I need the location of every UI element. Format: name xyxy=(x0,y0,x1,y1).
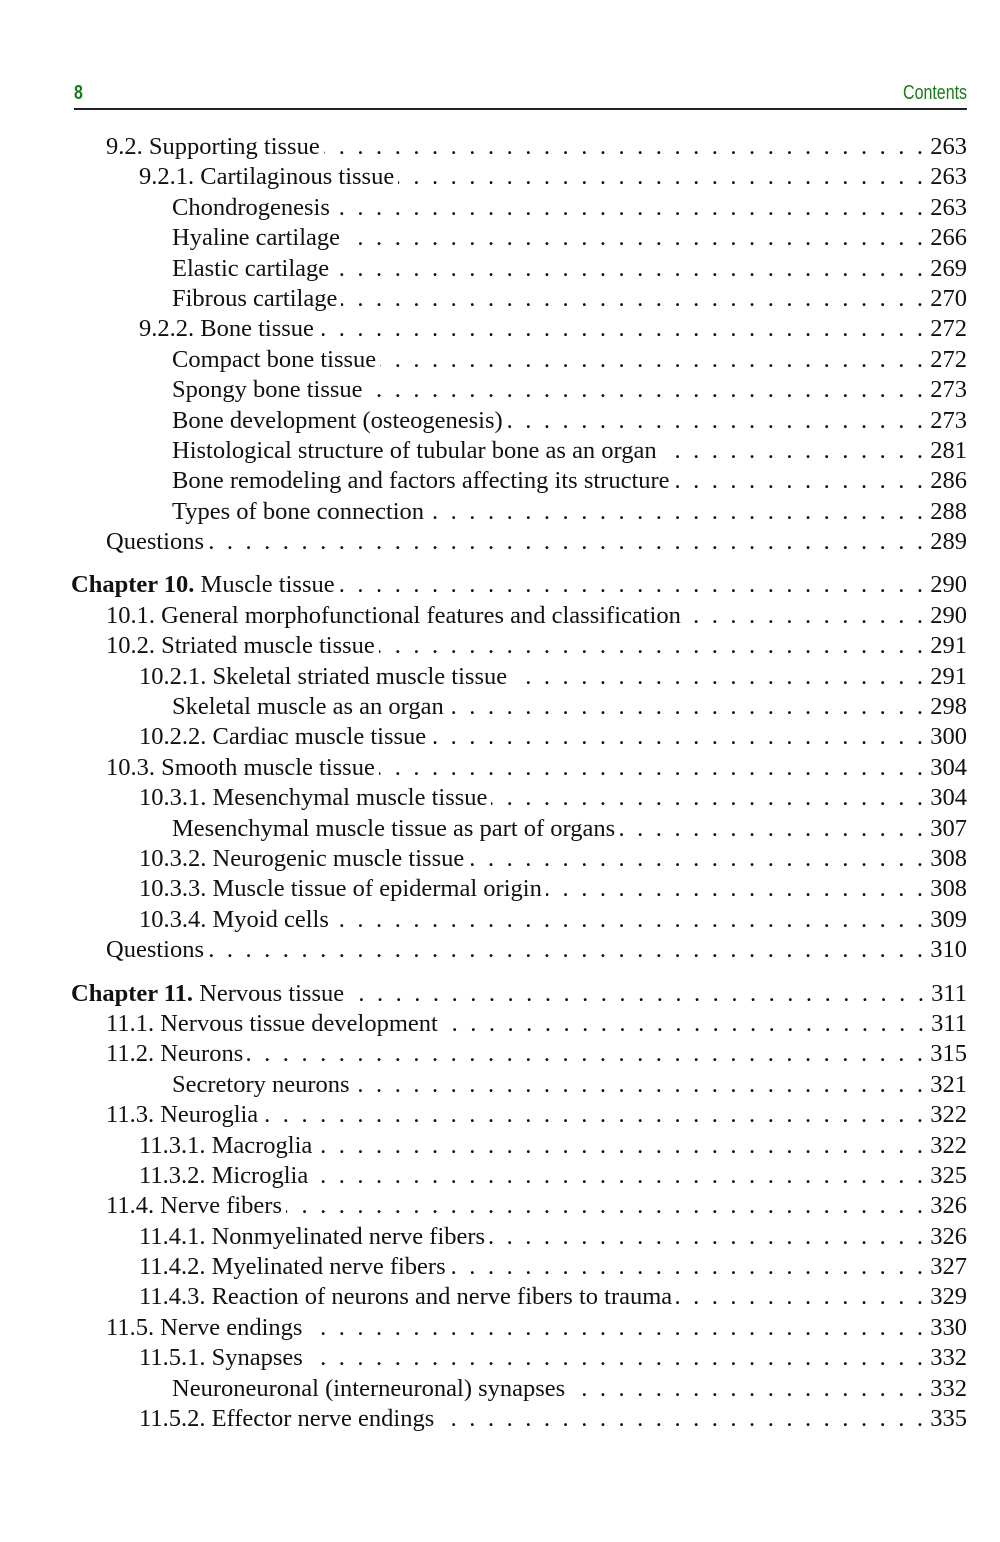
entry-text: Chondrogenesis xyxy=(172,193,330,221)
entry-title xyxy=(106,935,204,965)
table-of-contents xyxy=(71,132,967,1434)
page-ref: 325 xyxy=(930,1161,967,1189)
entry-title xyxy=(139,722,426,752)
page-ref: 311 xyxy=(931,1009,967,1037)
toc-entry xyxy=(71,844,967,874)
page-ref: 322 xyxy=(930,1101,967,1129)
entry-title xyxy=(172,1374,565,1404)
page-ref: 291 xyxy=(930,662,967,690)
entry-text: Skeletal muscle as an organ xyxy=(172,693,444,721)
dot-leader xyxy=(367,375,927,405)
entry-title xyxy=(172,284,337,314)
dot-leader xyxy=(312,1161,926,1191)
page-ref: 309 xyxy=(930,905,967,933)
entry-text: Types of bone connection xyxy=(172,497,425,525)
entry-title xyxy=(172,193,330,223)
entry-title xyxy=(71,979,344,1009)
dot-leader xyxy=(489,1222,926,1252)
toc-entry xyxy=(71,1191,967,1221)
entry-text: Histological structure of tubular bone as an organ xyxy=(172,436,657,464)
entry-text: 11.1. Nervous tissue development xyxy=(106,1009,438,1037)
dot-leader xyxy=(448,692,927,722)
entry-title xyxy=(139,1161,308,1191)
chapter-label: Chapter 11. xyxy=(71,979,194,1007)
entry-text: 9.2.2. Bone tissue xyxy=(139,315,314,343)
dot-leader xyxy=(341,284,926,314)
page-ref: 315 xyxy=(930,1040,967,1068)
toc-entry xyxy=(71,753,967,783)
page-ref: 332 xyxy=(930,1344,967,1372)
running-title: Contents xyxy=(902,82,967,104)
entry-text: Questions xyxy=(106,936,204,964)
entry-text: 11.3.2. Microglia xyxy=(139,1161,309,1189)
entry-text: 11.5.2. Effector nerve endings xyxy=(139,1405,435,1433)
entry-text: Fibrous cartilage xyxy=(172,284,338,312)
toc-entry xyxy=(71,406,967,436)
dot-leader xyxy=(354,1070,927,1100)
entry-text: 10.3.2. Neurogenic muscle tissue xyxy=(139,844,465,872)
page-ref: 326 xyxy=(930,1222,967,1250)
page-ref: 332 xyxy=(930,1374,967,1402)
page-ref: 272 xyxy=(930,345,967,373)
entry-title xyxy=(139,1282,672,1312)
toc-entry xyxy=(71,223,967,253)
toc-entry xyxy=(71,284,967,314)
page-ref: 304 xyxy=(930,784,967,812)
entry-title xyxy=(139,1252,446,1282)
page-ref: 300 xyxy=(930,723,967,751)
page-ref: 288 xyxy=(930,497,967,525)
entry-title xyxy=(139,314,314,344)
dot-leader xyxy=(511,662,926,692)
entry-text: 10.2.1. Skeletal striated muscle tissue xyxy=(139,662,508,690)
entry-title xyxy=(106,631,375,661)
dot-leader xyxy=(438,1404,926,1434)
dot-leader xyxy=(546,874,926,904)
toc-entry xyxy=(71,1009,967,1039)
entry-title xyxy=(172,436,657,466)
toc-entry xyxy=(71,1374,967,1404)
entry-text: 9.2. Supporting tissue xyxy=(106,133,320,160)
toc-entry xyxy=(71,162,967,192)
toc-entry xyxy=(71,1313,967,1343)
dot-leader xyxy=(661,436,927,466)
page-ref: 263 xyxy=(930,133,967,160)
dot-leader xyxy=(379,753,926,783)
page-ref: 310 xyxy=(930,936,967,964)
dot-leader xyxy=(468,844,926,874)
page-ref: 263 xyxy=(930,193,967,221)
page-ref: 322 xyxy=(930,1131,967,1159)
entry-title xyxy=(139,1404,434,1434)
entry-title xyxy=(106,1009,438,1039)
entry-text: Compact bone tissue xyxy=(172,345,377,373)
page-ref: 269 xyxy=(930,254,967,282)
page-ref: 321 xyxy=(930,1070,967,1098)
running-header xyxy=(74,80,967,110)
toc-entry xyxy=(71,722,967,752)
entry-title xyxy=(71,570,335,600)
entry-title xyxy=(172,814,615,844)
entry-text: Bone remodeling and factors affecting its structure xyxy=(172,467,670,495)
dot-leader xyxy=(307,1343,926,1373)
page-ref: 270 xyxy=(930,284,967,312)
toc-entry xyxy=(71,1343,967,1373)
toc-entry xyxy=(71,1252,967,1282)
toc-entry xyxy=(71,1161,967,1191)
entry-text: 11.4.2. Myelinated nerve fibers xyxy=(139,1253,446,1281)
dot-leader xyxy=(247,1039,926,1069)
entry-text: 11.2. Neurons xyxy=(106,1040,244,1068)
entry-text: 10.3.1. Mesenchymal muscle tissue xyxy=(139,784,488,812)
dot-leader xyxy=(430,722,926,752)
toc-entry xyxy=(71,436,967,466)
entry-text: Hyaline cartilage xyxy=(172,224,341,252)
dot-leader xyxy=(316,1131,926,1161)
page-ref: 307 xyxy=(930,814,967,842)
page-ref: 308 xyxy=(930,875,967,903)
page-ref: 330 xyxy=(930,1313,967,1341)
entry-title xyxy=(106,1100,258,1130)
page-number: 8 xyxy=(74,82,83,104)
page-ref: 326 xyxy=(930,1192,967,1220)
dot-leader xyxy=(674,466,927,496)
dot-leader xyxy=(428,497,926,527)
toc-entry xyxy=(71,345,967,375)
toc-entry xyxy=(71,314,967,344)
dot-leader xyxy=(208,935,926,965)
chapter-label: Chapter 10. xyxy=(71,571,195,599)
entry-text: Mesenchymal muscle tissue as part of organs xyxy=(172,814,616,842)
entry-title xyxy=(172,345,376,375)
page-ref: 273 xyxy=(930,406,967,434)
page-ref: 308 xyxy=(930,844,967,872)
dot-leader xyxy=(333,905,926,935)
dot-leader xyxy=(569,1374,926,1404)
entry-title xyxy=(172,223,340,253)
toc-entry xyxy=(71,193,967,223)
entry-title xyxy=(139,1131,312,1161)
entry-title xyxy=(139,1222,485,1252)
entry-title xyxy=(106,1313,302,1343)
page-ref: 335 xyxy=(930,1405,967,1433)
toc-entry xyxy=(71,601,967,631)
toc-entry xyxy=(71,1282,967,1312)
page-ref: 329 xyxy=(930,1283,967,1311)
entry-title xyxy=(139,662,507,692)
entry-title xyxy=(172,406,503,436)
toc-entry xyxy=(71,874,967,904)
dot-leader xyxy=(262,1100,926,1130)
dot-leader xyxy=(507,406,927,436)
toc-entry xyxy=(71,254,967,284)
entry-text: 10.3.4. Myoid cells xyxy=(139,905,329,933)
dot-leader xyxy=(398,162,926,192)
entry-text: Muscle tissue xyxy=(200,571,335,599)
entry-title xyxy=(172,466,670,496)
dot-leader xyxy=(324,132,927,162)
dot-leader xyxy=(442,1009,927,1039)
page-ref: 304 xyxy=(930,753,967,781)
toc-entry xyxy=(71,1039,967,1069)
page-ref: 290 xyxy=(930,601,967,629)
toc-entry xyxy=(71,814,967,844)
toc-entry xyxy=(71,692,967,722)
entry-title xyxy=(139,905,329,935)
entry-text: Elastic cartilage xyxy=(172,254,330,282)
dot-leader xyxy=(491,783,926,813)
page-ref: 298 xyxy=(930,693,967,721)
toc-entry xyxy=(71,783,967,813)
entry-text: Neuroneuronal (interneuronal) synapses xyxy=(172,1374,566,1402)
entry-text: Spongy bone tissue xyxy=(172,376,363,404)
entry-text: 11.5.1. Synapses xyxy=(139,1344,303,1372)
dot-leader xyxy=(348,979,927,1009)
toc-entry xyxy=(71,1404,967,1434)
toc-entry xyxy=(71,1070,967,1100)
dot-leader xyxy=(619,814,926,844)
toc-entry xyxy=(71,1131,967,1161)
toc-entry xyxy=(71,1100,967,1130)
dot-leader xyxy=(379,631,926,661)
entry-text: Questions xyxy=(106,528,204,556)
toc-entry xyxy=(71,466,967,496)
toc-entry xyxy=(71,497,967,527)
entry-title xyxy=(106,132,320,162)
dot-leader xyxy=(318,314,926,344)
entry-title xyxy=(172,254,329,284)
toc-entry xyxy=(71,375,967,405)
dot-leader xyxy=(380,345,926,375)
page-ref: 311 xyxy=(931,979,967,1007)
toc-entry xyxy=(71,662,967,692)
page-ref: 286 xyxy=(930,467,967,495)
entry-title xyxy=(106,601,681,631)
page-ref: 290 xyxy=(930,571,967,599)
entry-text: Secretory neurons xyxy=(172,1070,350,1098)
entry-text: 11.4.1. Nonmyelinated nerve fibers xyxy=(139,1222,486,1250)
entry-title xyxy=(139,844,464,874)
toc-chapter-entry xyxy=(71,979,967,1009)
page-ref: 266 xyxy=(930,224,967,252)
page-ref: 327 xyxy=(930,1253,967,1281)
dot-leader xyxy=(208,527,926,557)
entry-text: 11.4.3. Reaction of neurons and nerve fibers to trauma xyxy=(139,1283,673,1311)
entry-title xyxy=(106,753,375,783)
dot-leader xyxy=(286,1191,926,1221)
entry-title xyxy=(139,783,487,813)
entry-text: 10.2.2. Cardiac muscle tissue xyxy=(139,723,427,751)
entry-title xyxy=(172,375,363,405)
dot-leader xyxy=(333,254,926,284)
entry-text: 10.2. Striated muscle tissue xyxy=(106,632,375,660)
entry-text: Nervous tissue xyxy=(199,979,345,1007)
entry-title xyxy=(139,1343,303,1373)
page-ref: 289 xyxy=(930,528,967,556)
toc-entry xyxy=(71,905,967,935)
entry-title xyxy=(106,527,204,557)
dot-leader xyxy=(339,570,927,600)
entry-title xyxy=(172,692,444,722)
entry-title xyxy=(106,1039,243,1069)
dot-leader xyxy=(685,601,926,631)
page-ref: 291 xyxy=(930,632,967,660)
entry-text: 10.3. Smooth muscle tissue xyxy=(106,753,375,781)
entry-title xyxy=(106,1191,282,1221)
toc-entry xyxy=(71,935,967,965)
entry-text: 9.2.1. Cartilaginous tissue xyxy=(139,163,395,191)
dot-leader xyxy=(676,1282,926,1312)
page-ref: 263 xyxy=(930,163,967,191)
dot-leader xyxy=(344,223,926,253)
entry-text: 10.3.3. Muscle tissue of epidermal origin xyxy=(139,875,542,903)
entry-text: 11.3.1. Macroglia xyxy=(139,1131,313,1159)
toc-entry xyxy=(71,132,967,162)
toc-chapter-entry xyxy=(71,570,967,600)
page-ref: 273 xyxy=(930,376,967,404)
entry-text: Bone development (osteogenesis) xyxy=(172,406,503,434)
entry-title xyxy=(139,874,542,904)
entry-title xyxy=(172,1070,350,1100)
toc-entry xyxy=(71,631,967,661)
toc-entry xyxy=(71,1222,967,1252)
dot-leader xyxy=(450,1252,927,1282)
entry-title xyxy=(172,497,424,527)
entry-text: 10.1. General morphofunctional features and classification xyxy=(106,601,681,629)
toc-entry xyxy=(71,527,967,557)
entry-text: 11.4. Nerve fibers xyxy=(106,1192,282,1220)
dot-leader xyxy=(306,1313,926,1343)
page-ref: 272 xyxy=(930,315,967,343)
entry-title xyxy=(139,162,394,192)
dot-leader xyxy=(334,193,926,223)
entry-text: 11.3. Neuroglia xyxy=(106,1101,259,1129)
page-ref: 281 xyxy=(930,436,967,464)
entry-text: 11.5. Nerve endings xyxy=(106,1313,303,1341)
